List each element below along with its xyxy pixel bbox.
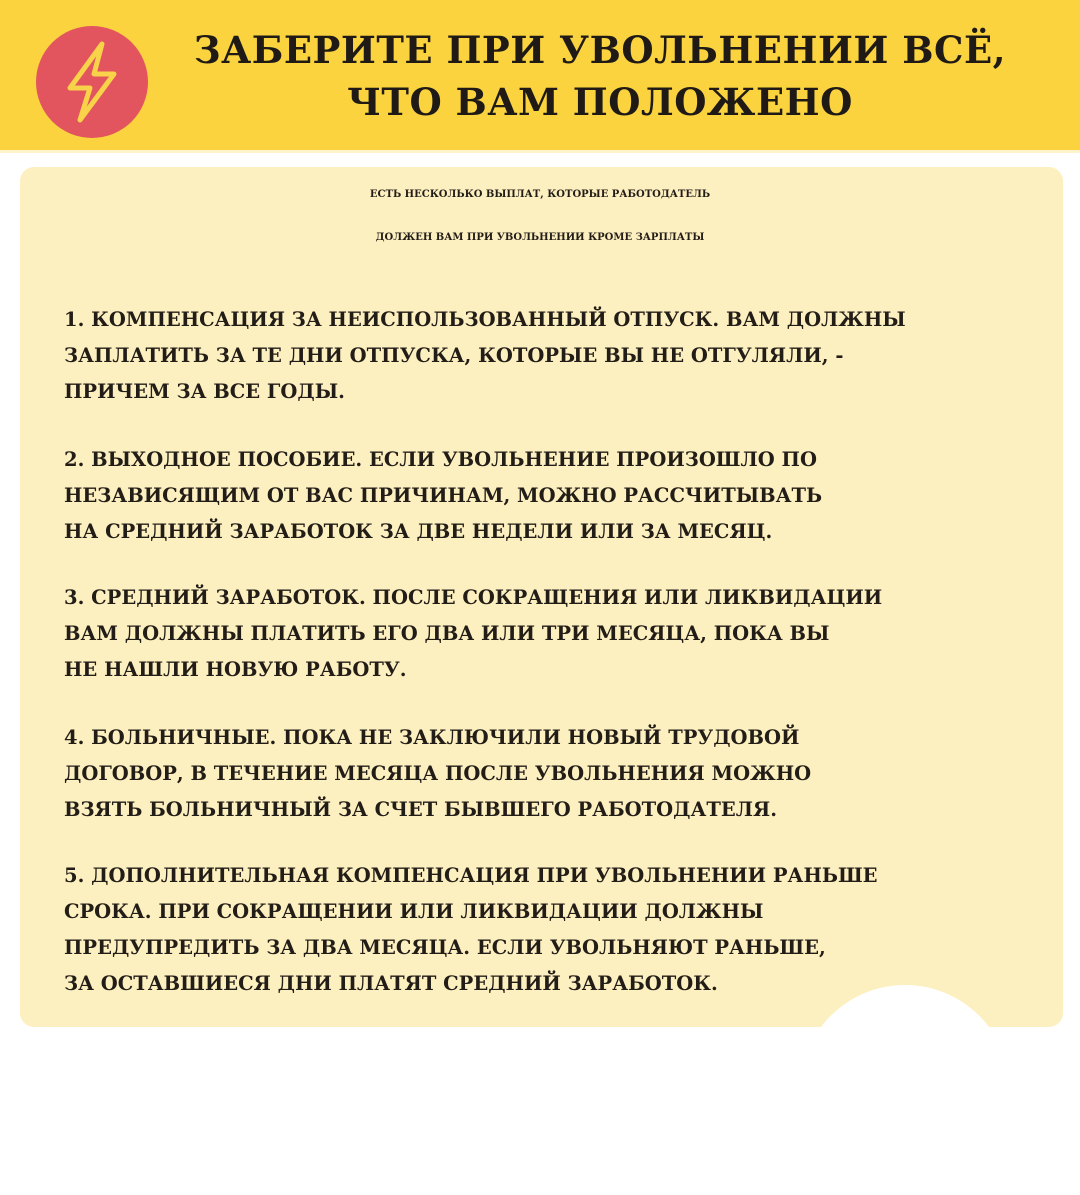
list-item-3-line-2: ВАМ ДОЛЖНЫ ПЛАТИТЬ ЕГО ДВА ИЛИ ТРИ МЕСЯЦА, ПОКА ВЫ [64, 622, 830, 645]
lightning-badge [36, 26, 148, 138]
list-item-1-line-2: ЗАПЛАТИТЬ ЗА ТЕ ДНИ ОТПУСКА, КОТОРЫЕ ВЫ НЕ ОТГУЛЯЛИ, - [64, 344, 844, 367]
list-item-2-line-1: 2. ВЫХОДНОЕ ПОСОБИЕ. ЕСЛИ УВОЛЬНЕНИЕ ПРОИЗОШЛО ПО [64, 448, 817, 471]
decorative-circle [800, 985, 1010, 1195]
header-banner [0, 0, 1080, 150]
page-title-line-2: ЧТО ВАМ ПОЛОЖЕНО [347, 80, 853, 124]
list-item-5-line-4: ЗА ОСТАВШИЕСЯ ДНИ ПЛАТЯТ СРЕДНИЙ ЗАРАБОТОК. [64, 972, 718, 995]
intro-line-2: ДОЛЖЕН ВАМ ПРИ УВОЛЬНЕНИИ КРОМЕ ЗАРПЛАТЫ [375, 232, 705, 243]
list-item-4-line-1: 4. БОЛЬНИЧНЫЕ. ПОКА НЕ ЗАКЛЮЧИЛИ НОВЫЙ ТРУДОВОЙ [64, 726, 800, 749]
list-item-1-line-1: 1. КОМПЕНСАЦИЯ ЗА НЕИСПОЛЬЗОВАННЫЙ ОТПУСК. ВАМ ДОЛЖНЫ [64, 308, 906, 331]
list-item-2-line-3: НА СРЕДНИЙ ЗАРАБОТОК ЗА ДВЕ НЕДЕЛИ ИЛИ ЗА МЕСЯЦ. [64, 520, 773, 543]
list-item-2-line-2: НЕЗАВИСЯЩИМ ОТ ВАС ПРИЧИНАМ, МОЖНО РАССЧИТЫВАТЬ [64, 484, 823, 507]
list-item-4-line-2: ДОГОВОР, В ТЕЧЕНИЕ МЕСЯЦА ПОСЛЕ УВОЛЬНЕНИЯ МОЖНО [64, 762, 812, 785]
intro-line-1: ЕСТЬ НЕСКОЛЬКО ВЫПЛАТ, КОТОРЫЕ РАБОТОДАТЕЛЬ [369, 189, 711, 200]
list-item-5-line-2: СРОКА. ПРИ СОКРАЩЕНИИ ИЛИ ЛИКВИДАЦИИ ДОЛЖНЫ [64, 900, 764, 923]
list-item-5-line-3: ПРЕДУПРЕДИТЬ ЗА ДВА МЕСЯЦА. ЕСЛИ УВОЛЬНЯЮТ РАНЬШЕ, [64, 936, 826, 959]
list-item-3-line-3: НЕ НАШЛИ НОВУЮ РАБОТУ. [64, 658, 407, 681]
list-item-4-line-3: ВЗЯТЬ БОЛЬНИЧНЫЙ ЗА СЧЕТ БЫВШЕГО РАБОТОДАТЕЛЯ. [64, 798, 777, 821]
header-divider [0, 150, 1080, 153]
list-item-3-line-1: 3. СРЕДНИЙ ЗАРАБОТОК. ПОСЛЕ СОКРАЩЕНИЯ ИЛИ ЛИКВИДАЦИИ [64, 586, 883, 609]
page-title-line-1: ЗАБЕРИТЕ ПРИ УВОЛЬНЕНИИ ВСЁ, [193, 28, 1007, 72]
list-item-1-line-3: ПРИЧЕМ ЗА ВСЕ ГОДЫ. [64, 380, 345, 403]
list-item-5-line-1: 5. ДОПОЛНИТЕЛЬНАЯ КОМПЕНСАЦИЯ ПРИ УВОЛЬНЕНИИ РАНЬШЕ [64, 864, 878, 887]
lightning-bolt-icon [36, 26, 148, 138]
